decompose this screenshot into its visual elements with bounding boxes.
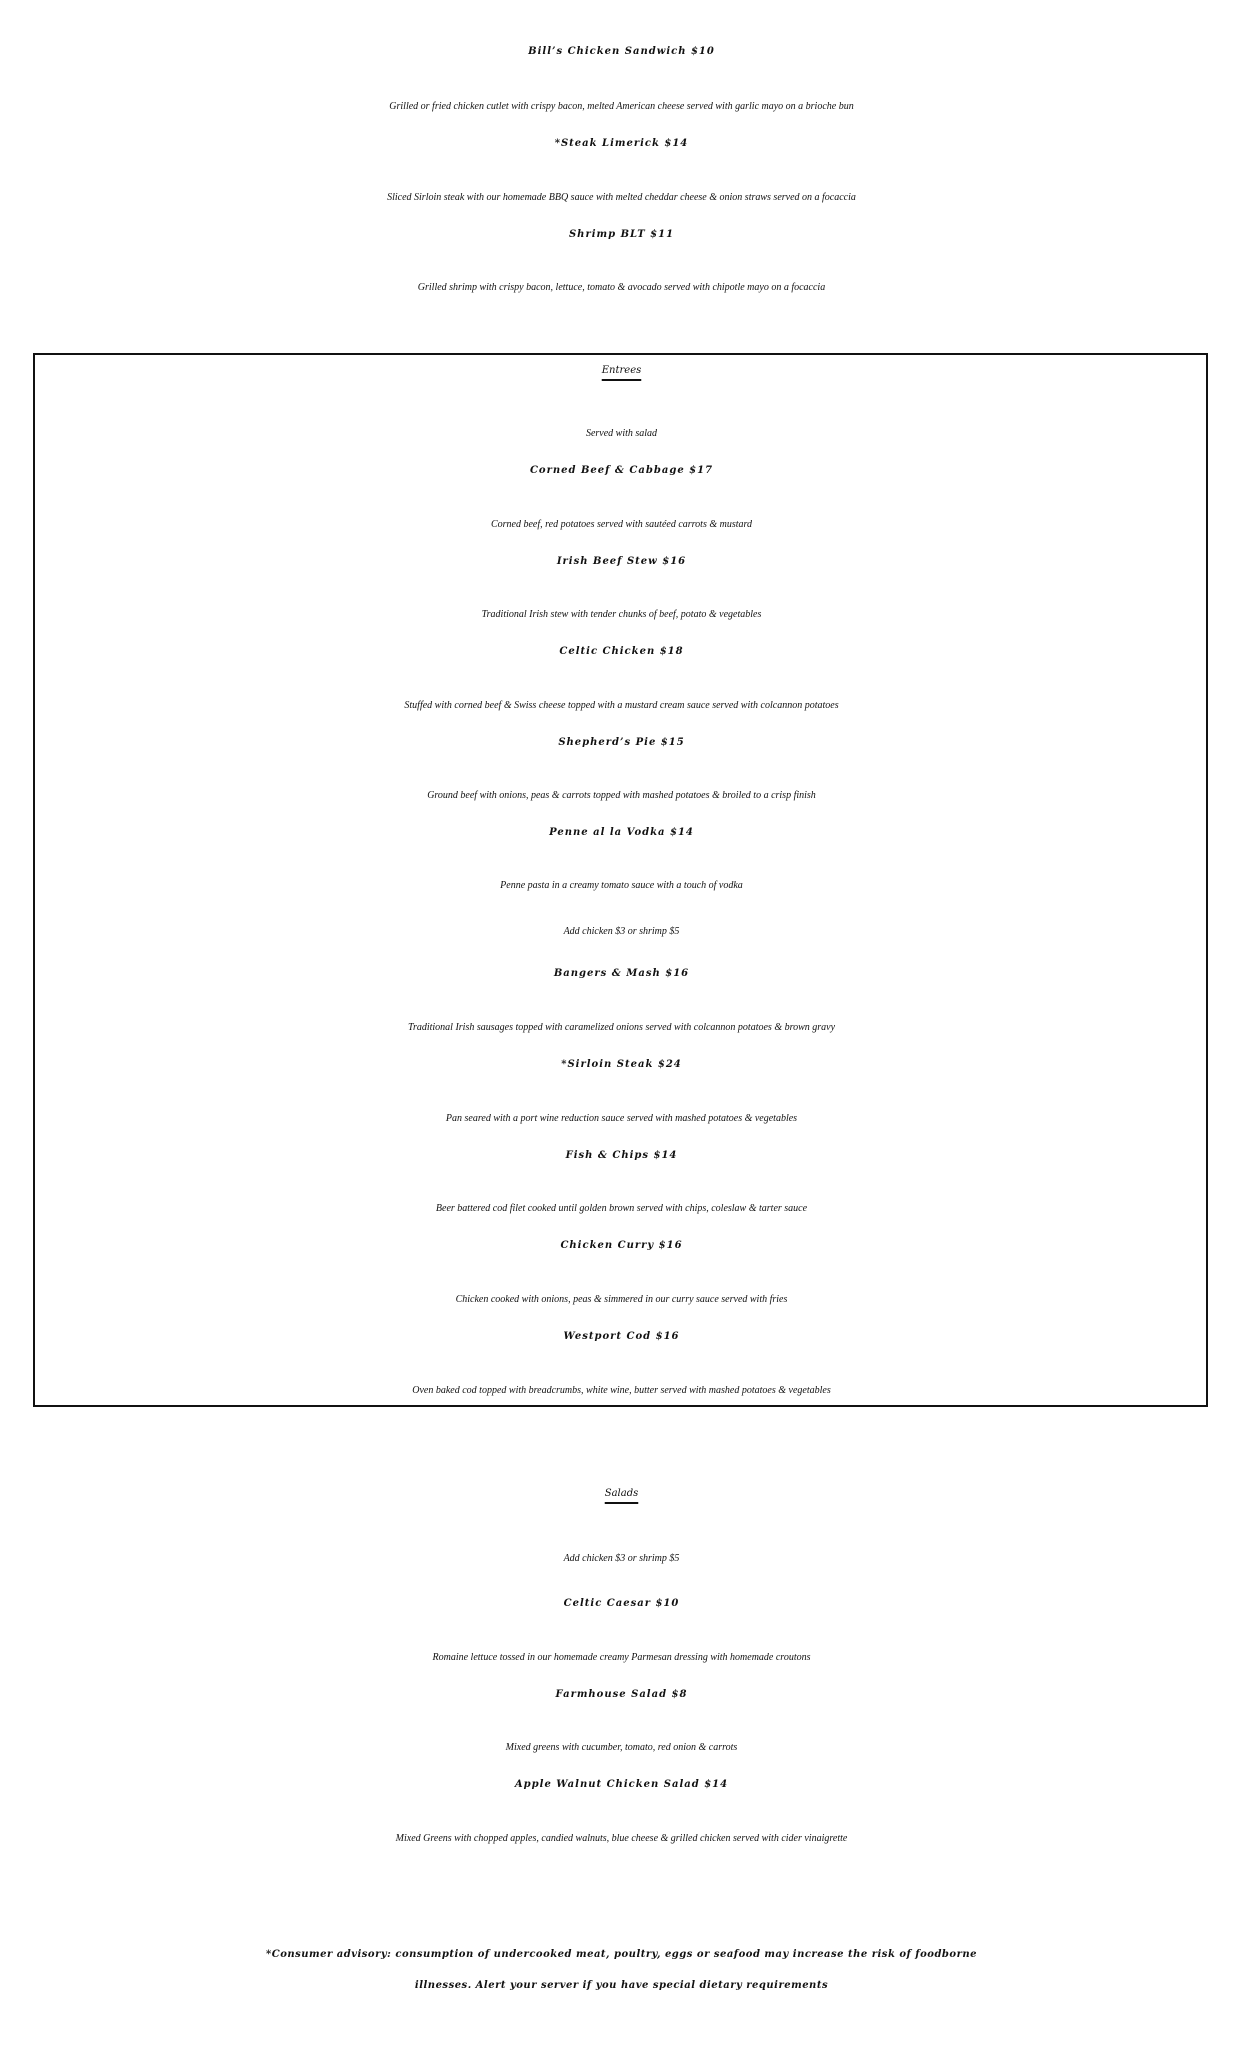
entree-description: Pan seared with a port wine reduction sauce served with mashed potatoes & vegetables: [445, 1113, 798, 1124]
sandwich-title: Bill’s Chicken Sandwich $10: [528, 46, 715, 57]
salad-title: Apple Walnut Chicken Salad $14: [514, 1779, 729, 1790]
sandwich-title: Shrimp BLT $11: [568, 229, 675, 240]
entree-description: Traditional Irish sausages topped with caramelized onions served with colcannon potatoes & brown gravy: [407, 1022, 836, 1033]
entree-description: Penne pasta in a creamy tomato sauce with a touch of vodka: [500, 880, 743, 891]
entree-description: Stuffed with corned beef & Swiss cheese topped with a mustard cream sauce served with colcannon potatoes: [404, 700, 839, 711]
sandwich-description: Sliced Sirloin steak with our homemade BBQ sauce with melted cheddar cheese & onion straws served on a focaccia: [387, 192, 856, 203]
entree-title: Celtic Chicken $18: [559, 646, 684, 657]
entree-title: Shepherd’s Pie $15: [558, 737, 685, 748]
entree-description: Beer battered cod filet cooked until golden brown served with chips, coleslaw & tarter sauce: [435, 1203, 808, 1214]
entree-description: Corned beef, red potatoes served with sautéed carrots & mustard: [490, 519, 753, 530]
salad-title: Celtic Caesar $10: [563, 1598, 680, 1609]
entree-title: *Sirloin Steak $24: [561, 1059, 682, 1070]
consumer-advisory-line-1: *Consumer advisory: consumption of undercooked meat, poultry, eggs or seafood may increase the risk of foodborne: [266, 1949, 977, 1960]
entree-description: Chicken cooked with onions, peas & simmered in our curry sauce served with fries: [455, 1294, 788, 1305]
entree-title: Penne al la Vodka $14: [549, 827, 694, 838]
entree-description: Oven baked cod topped with breadcrumbs, white wine, butter served with mashed potatoes & vegetables: [412, 1385, 831, 1396]
sandwich-title: *Steak Limerick $14: [554, 138, 689, 149]
entrees-subheading: Served with salad: [585, 428, 658, 439]
salad-description: Romaine lettuce tossed in our homemade creamy Parmesan dressing with homemade croutons: [432, 1652, 811, 1663]
salads-subheading: Add chicken $3 or shrimp $5: [563, 1553, 680, 1564]
sandwich-description: Grilled shrimp with crispy bacon, lettuce, tomato & avocado served with chipotle mayo on a focaccia: [417, 282, 826, 293]
entree-title: Bangers & Mash $16: [553, 968, 690, 979]
entree-title: Irish Beef Stew $16: [556, 556, 687, 567]
entree-addon-note: Add chicken $3 or shrimp $5: [563, 926, 680, 937]
salad-description: Mixed greens with cucumber, tomato, red onion & carrots: [505, 1742, 738, 1753]
entree-description: Ground beef with onions, peas & carrots topped with mashed potatoes & broiled to a crisp finish: [427, 790, 816, 801]
entree-title: Fish & Chips $14: [565, 1150, 678, 1161]
salad-description: Mixed Greens with chopped apples, candied walnuts, blue cheese & grilled chicken served with cider vinaigrette: [395, 1833, 848, 1844]
salad-title: Farmhouse Salad $8: [555, 1689, 688, 1700]
entree-title: Corned Beef & Cabbage $17: [529, 465, 714, 476]
entree-title: Chicken Curry $16: [560, 1240, 683, 1251]
consumer-advisory-line-2: illnesses. Alert your server if you have special dietary requirements: [414, 1980, 829, 1991]
entree-description: Traditional Irish stew with tender chunks of beef, potato & vegetables: [481, 609, 762, 620]
entree-title: Westport Cod $16: [563, 1331, 680, 1342]
salads-heading: Salads: [604, 1488, 639, 1499]
sandwich-description: Grilled or fried chicken cutlet with crispy bacon, melted American cheese served with garlic mayo on a brioche bun: [389, 101, 854, 112]
entrees-heading: Entrees: [601, 365, 642, 376]
